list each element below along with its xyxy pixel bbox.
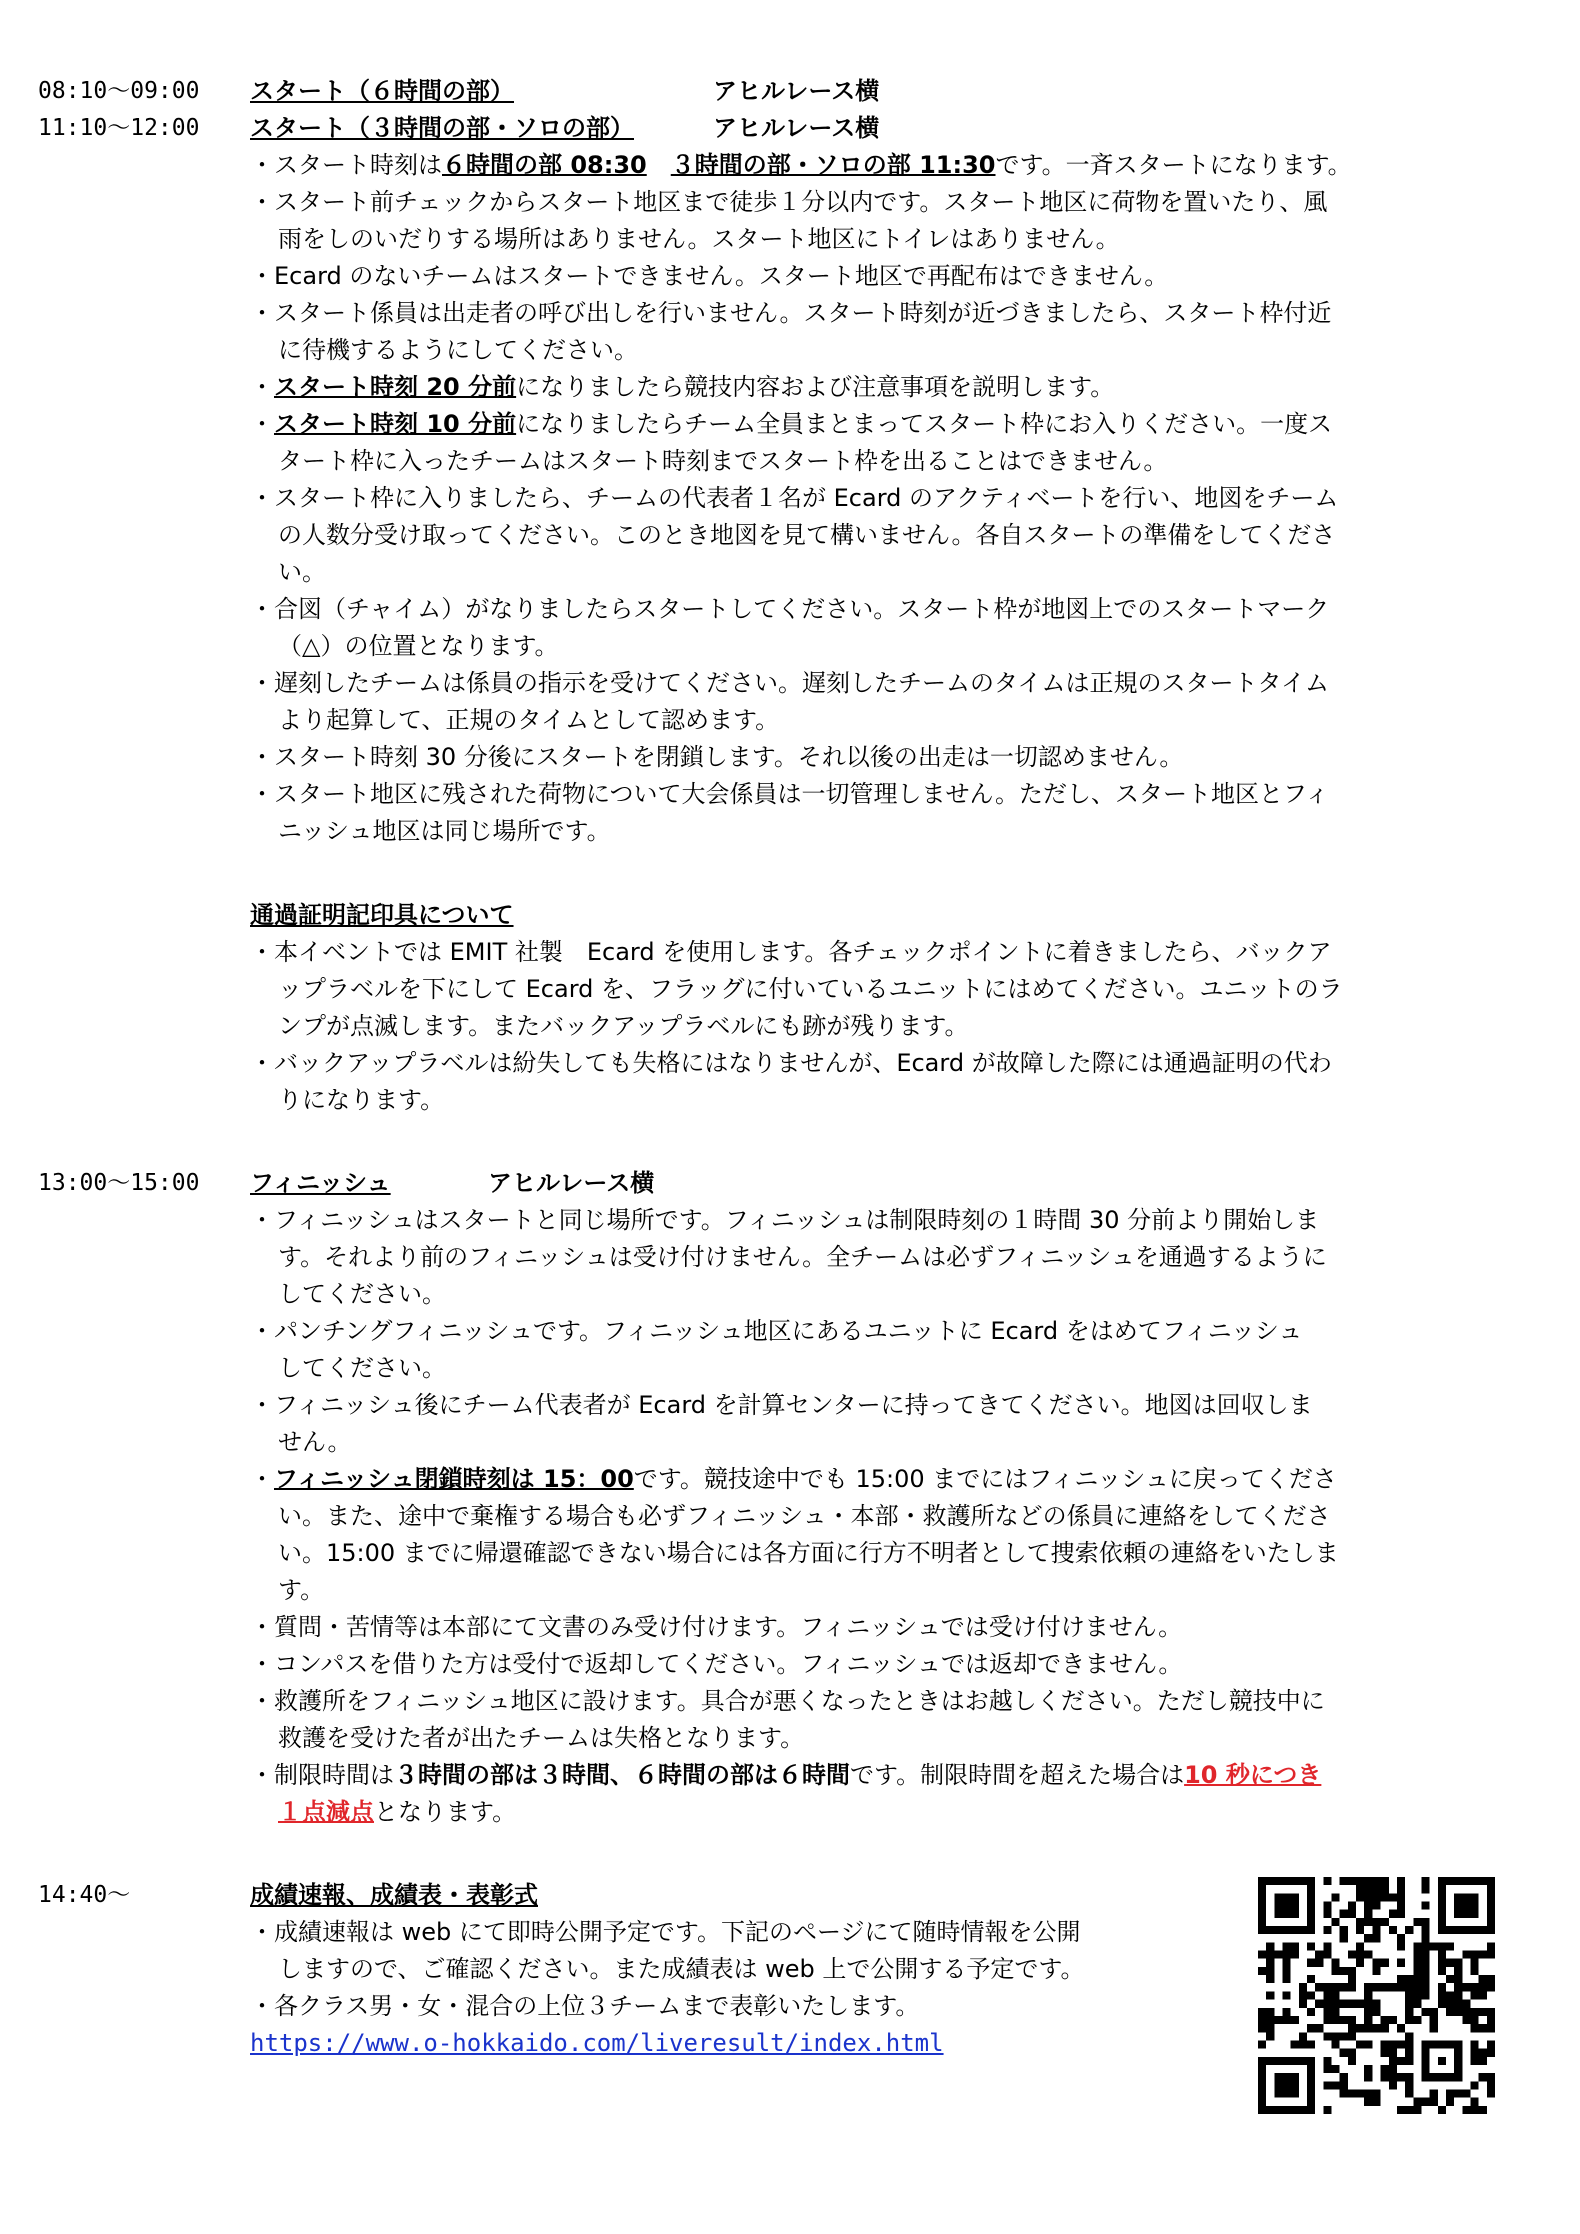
start-time-3h: ３時間の部・ソロの部 11:30 xyxy=(670,151,996,179)
start-6h-heading: スタート（６時間の部） xyxy=(250,77,514,105)
qr-code-icon xyxy=(1258,1877,1495,2114)
finish-heading: フィニッシュ xyxy=(250,1169,391,1197)
liveresult-link[interactable]: https://www.o-hokkaido.com/liveresult/index.html xyxy=(250,2029,944,2057)
start-3h-location: アヒルレース横 xyxy=(713,114,880,142)
start-6h-location: アヒルレース横 xyxy=(713,77,880,105)
finish-time: 13:00～15:00 xyxy=(38,1170,200,1196)
start-3h-time: 11:10～12:00 xyxy=(38,115,200,141)
finish-location: アヒルレース横 xyxy=(488,1169,655,1197)
finish-close-time: フィニッシュ閉鎖時刻は 15：00 xyxy=(274,1465,634,1493)
document-page: 08:10～09:00 スタート（６時間の部） アヒルレース横 11:10～12:00 スタート（３時間の部・ソロの部） アヒルレース横 ・スタート時刻は６時間の部 08:30 ３時間の部・ソロの部 11:30です。一斉スタートになります。 ・スタート前チェックからスタート地区まで徒歩１分以内です。スタート地区に荷物を置いたり、風 雨をしのいだりする場所はありません。スタート地区にトイレはありません。 ・Ecard のないチームはスタートできません。スタート地区で再配布はできません。 ・スタート係員は出走者の呼び出しを行いません。スタート時刻が近づきましたら、スタート枠付近 に待機するようにしてください。 ・スタート時刻 20 分前になりましたら競技内容および注意事項を説明します。 ・スタート時刻 10 分前になりましたらチーム全員まとまってスタート枠にお入りください。一度ス タート枠に入ったチームはスタート時刻までスタート枠を出ることはできません。 ・スタート枠に入りましたら、チームの代表者１名が Ecard のアクティベートを行い、地図をチーム の人数分受け取ってください。このとき地図を見て構いません。各自スタートの準備をしてくださ い。 ・合図（チャイム）がなりましたらスタートしてください。スタート枠が地図上でのスタートマーク （△）の位置となります。 ・遅刻したチームは係員の指示を受けてください。遅刻したチームのタイムは正規のスタートタイム より起算して、正規のタイムとして認めます。 ・スタート時刻 30 分後にスタートを閉鎖します。それ以後の出走は一切認めません。 ・スタート地区に残された荷物について大会係員は一切管理しません。ただし、スタート地区とフィ ニッシュ地区は同じ場所です。 通過証明記印具について ・本イベントでは EMIT 社製 Ecard を使用します。各チェックポイントに着きましたら、バックア ップラベルを下にして Ecard を、フラッグに付いているユニットにはめてください。ユニットのラ ンプが点滅します。またバックアップラベルにも跡が残ります。 ・バックアップラベルは紛失しても失格にはなりませんが、Ecard が故障した際には通過証明の代わ りになります。 13:00～15:00 フィニッシュ アヒルレース横 ・フィニッシュはスタートと同じ場所です。フィニッシュは制限時刻の１時間 30 分前より開始しま す。それより前のフィニッシュは受け付けません。全チームは必ずフィニッシュを通過するように してください。 ・パンチングフィニッシュです。フィニッシュ地区にあるユニットに Ecard をはめてフィニッシュ してください。 ・フィニッシュ後にチーム代表者が Ecard を計算センターに持ってきてください。地図は回収しま せん。 ・フィニッシュ閉鎖時刻は 15：00です。競技途中でも 15:00 までにはフィニッシュに戻ってくださ い。また、途中で棄権する場合も必ずフィニッシュ・本部・救護所などの係員に連絡をしてくださ い。15:00 までに帰還確認できない場合には各方面に行方不明者として捜索依頼の連絡をいたしま す。 ・質問・苦情等は本部にて文書のみ受け付けます。フィニッシュでは受け付けません。 ・コンパスを借りた方は受付で返却してください。フィニッシュでは返却できません。 ・救護所をフィニッシュ地区に設けます。具合が悪くなったときはお越しください。ただし競技中に 救護を受けた者が出たチームは失格となります。 ・制限時間は３時間の部は３時間、６時間の部は６時間です。制限時間を超えた場合は10 秒につき １点減点となります。 14:40～ 成績速報、成績表・表彰式 ・成績速報は web にて即時公開予定です。下記のページにて随時情報を公開 しますので、ご確認ください。また成績表は web 上で公開する予定です。 ・各クラス男・女・混合の上位３チームまで表彰いたします。 https://www.o-hokkaido.com/liveresult/index.html xyxy=(0,0,1580,2234)
start-20min-before: スタート時刻 20 分前 xyxy=(274,373,517,401)
start-3h-heading: スタート（３時間の部・ソロの部） xyxy=(250,114,634,142)
penalty-point: １点減点 xyxy=(278,1798,374,1826)
start-time-6h: ６時間の部 08:30 xyxy=(442,151,647,179)
time-limit-rule: ３時間の部は３時間、６時間の部は６時間 xyxy=(394,1761,850,1789)
start-6h-time: 08:10～09:00 xyxy=(38,78,200,104)
ecard-heading: 通過証明記印具について xyxy=(250,901,514,929)
results-time: 14:40～ xyxy=(38,1882,131,1908)
penalty-rule: 10 秒につき xyxy=(1184,1761,1322,1789)
start-10min-before: スタート時刻 10 分前 xyxy=(274,410,517,438)
results-heading: 成績速報、成績表・表彰式 xyxy=(250,1881,538,1909)
